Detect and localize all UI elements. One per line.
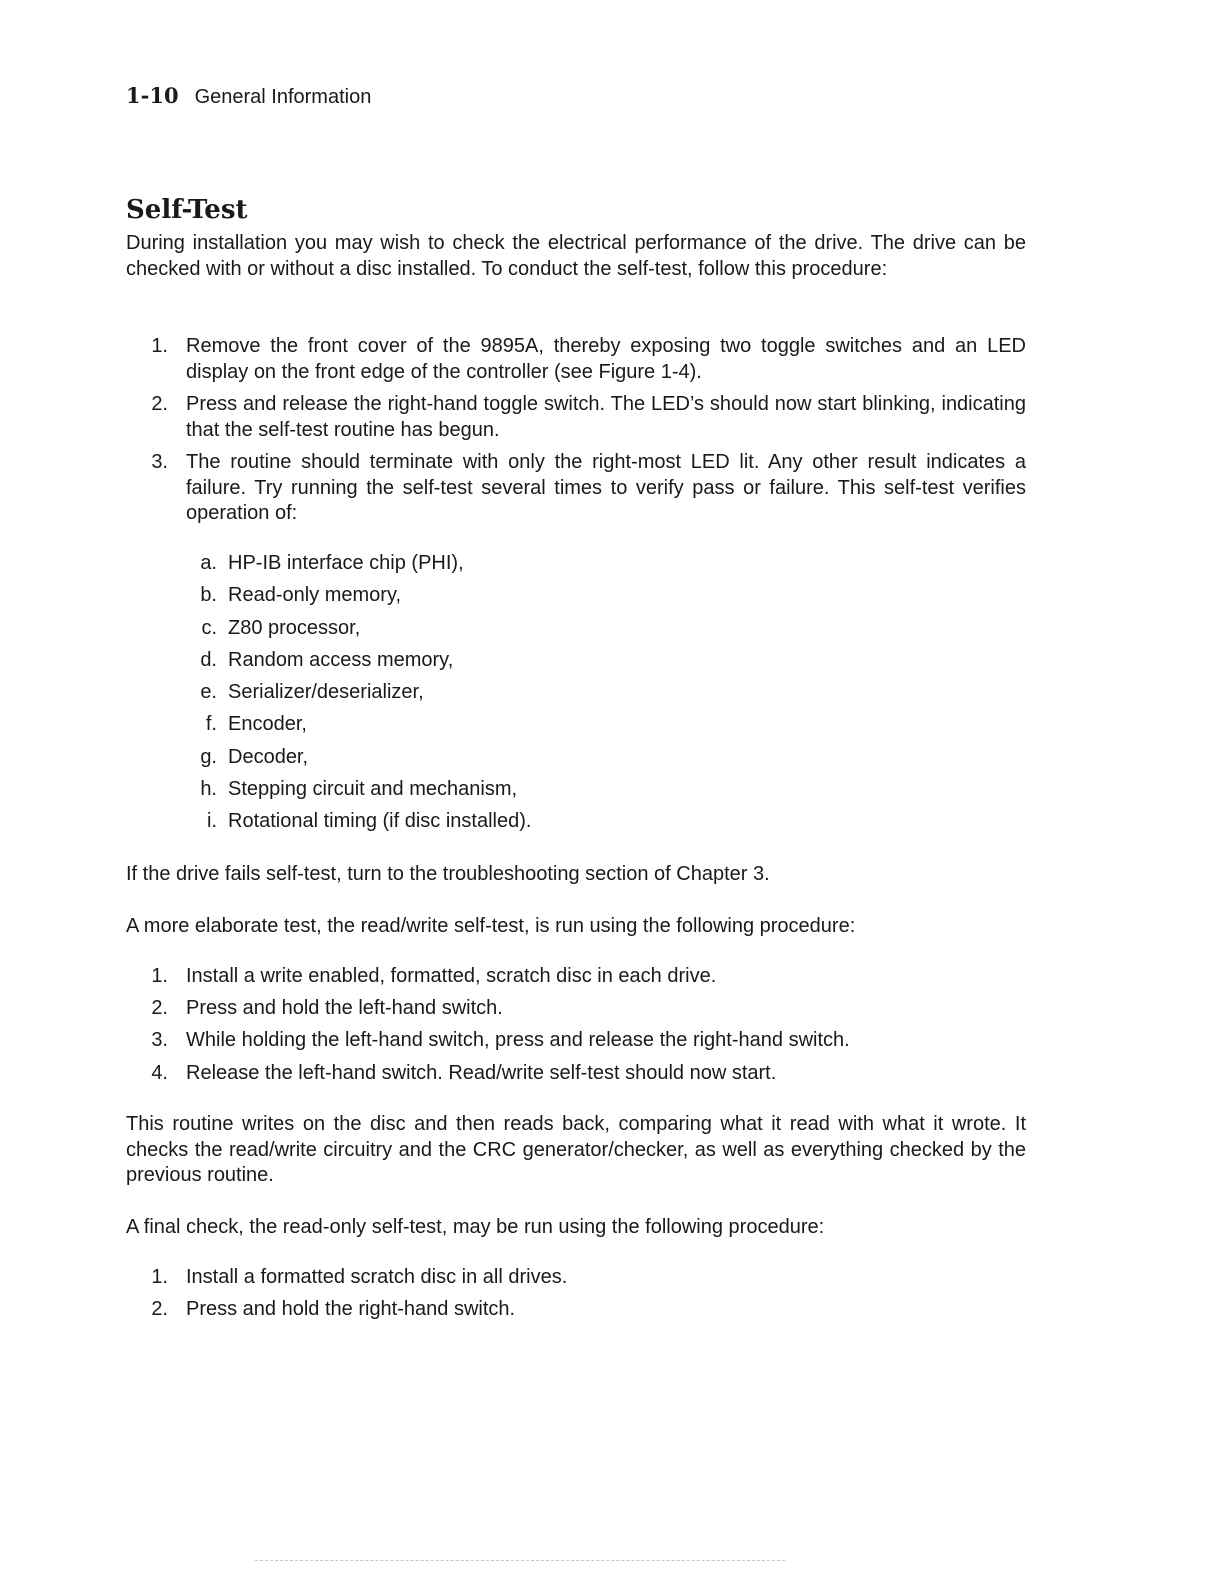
list-item-text: Z80 processor, [228,617,361,639]
read-write-description: This routine writes on the disc and then reads back, comparing what it read with what it wrote. It checks the read/write circuitry and the CRC generator/checker, as well as everything checked by the previous routine. [126,1113,1026,1186]
list-marker: 3. [151,1029,168,1051]
page-number: 1-10 [126,83,179,108]
read-write-intro: A more elaborate test, the read/write self-test, is run using the following procedure: [126,915,856,937]
list-marker: e. [200,681,217,703]
list-marker: 2. [151,997,168,1019]
list-item-text: Rotational timing (if disc installed). [228,810,532,832]
list-item-text: HP-IB interface chip (PHI), [228,552,464,574]
list-item-text: Serializer/deserializer, [228,681,424,703]
list-item-text: Random access memory, [228,649,454,671]
read-only-intro: A final check, the read-only self-test, may be run using the following procedure: [126,1216,825,1238]
list-marker: 3. [151,451,168,473]
list-item-text: Remove the front cover of the 9895A, thereby exposing two toggle switches and an LED display on the front edge of the controller (see Figure 1-4). [186,335,1026,383]
list-item-text: Install a formatted scratch disc in all drives. [186,1266,568,1288]
bottom-scan-rule [255,1560,785,1561]
section-name: General Information [194,86,372,108]
list-item-text: Encoder, [228,713,307,735]
list-item-text: Stepping circuit and mechanism, [228,778,518,800]
list-item-text: Install a write enabled, formatted, scratch disc in each drive. [186,965,717,987]
list-item-text: Press and release the right-hand toggle switch. The LED’s should now start blinking, indicating that the self-test routine has begun. [186,393,1026,441]
list-item-text: Press and hold the left-hand switch. [186,997,503,1019]
intro-paragraph: During installation you may wish to check the electrical performance of the drive. The drive can be checked with or without a disc installed. To conduct the self-test, follow this procedure: [126,232,1026,280]
page-header [126,82,371,111]
list-marker: c. [201,617,217,639]
list-marker: h. [200,778,217,800]
list-item-text: Release the left-hand switch. Read/write self-test should now start. [186,1062,777,1084]
list-item-text: Read-only memory, [228,584,402,606]
list-marker: g. [200,746,217,768]
list-marker: a. [200,552,217,574]
list-marker: 4. [151,1062,168,1084]
list-marker: d. [200,649,217,671]
list-marker: 1. [151,1266,168,1288]
list-marker: i. [207,810,217,832]
list-item-text: Decoder, [228,746,309,768]
list-item-text: Press and hold the right-hand switch. [186,1298,516,1320]
list-marker: f. [205,713,217,735]
list-item-text: While holding the left-hand switch, press and release the right-hand switch. [186,1029,850,1051]
section-title: Self-Test [126,195,248,225]
list-marker: 1. [151,965,168,987]
fail-note: If the drive fails self-test, turn to the troubleshooting section of Chapter 3. [126,863,770,885]
list-marker: 1. [151,335,168,357]
list-item-text: The routine should terminate with only the right-most LED lit. Any other result indicates a failure. Try running the self-test several times to verify pass or failure. This self-test verifies operation of: [186,451,1026,524]
list-marker: 2. [151,1298,168,1320]
list-marker: 2. [151,393,168,415]
list-marker: b. [200,584,217,606]
